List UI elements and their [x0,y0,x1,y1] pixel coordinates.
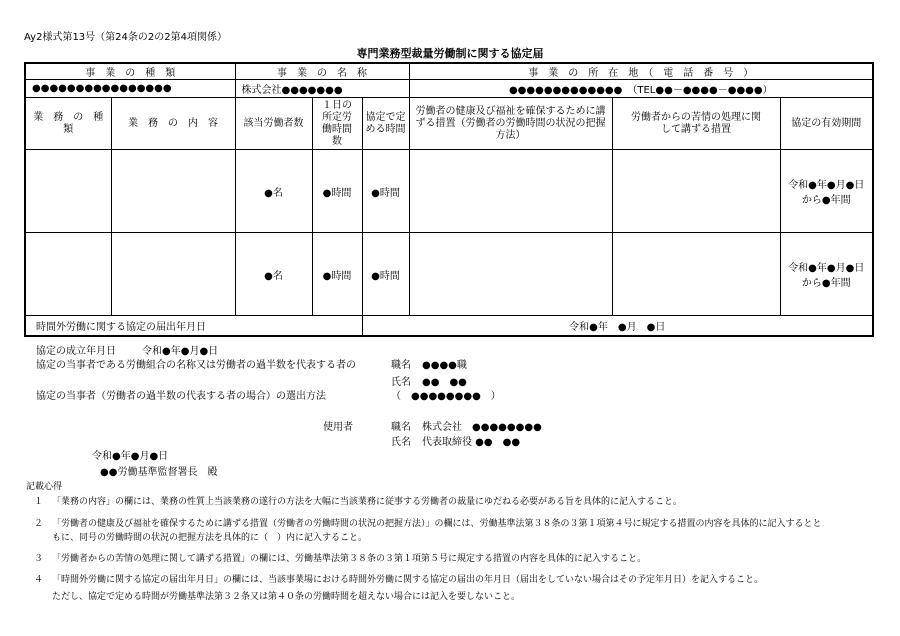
complaint-measures-cell[interactable] [612,150,780,233]
agreement-date-label: 協定の成立年月日 [36,346,116,357]
col-workers: 該当労働者数 [235,98,312,150]
union-name-value[interactable]: ●● ●● [422,377,467,388]
agreed-hours-cell[interactable]: ●時間 [362,150,409,233]
note-text: 「労働者からの苦情の処理に関して講ずる措置」の欄には、労働基準法第３８条の３第１項第５号に規定する措置の内容を具体的に記入すること。 [52,554,647,564]
note-text: もに、同号の労働時間の状況の把握方法を具体的に（ ）内に記入すること。 [52,533,368,543]
recipient: ●●労働基準監督署長 殿 [100,467,218,478]
notes-heading: 記載心得 [26,482,63,492]
col-valid-period: 協定の有効期間 [780,98,873,150]
note-number: １ [34,497,44,507]
employer-title-value[interactable]: 株式会社 ●●●●●●●● [422,422,542,433]
agreed-hours-cell[interactable]: ●時間 [362,233,409,316]
form-id: Ay2様式第13号（第24条の2の2第4項関係） [24,32,227,43]
valid-period-cell[interactable] [780,233,873,316]
agreement-table [24,62,874,337]
workers-cell[interactable]: ●名 [235,233,312,316]
note-text: 「労働者の健康及び福祉を確保するために講ずる措置（労働者の労働時間の状況の把握方法）」の欄には、労働基準法第３８条の３第１項第４号に規定する措置の内容を具体的に記入するとと [52,519,822,529]
overtime-label: 時間外労働に関する協定の届出年月日 [25,316,362,337]
employer-name-value[interactable]: 代表取締役 ●● ●● [422,437,521,448]
valid-period-cell[interactable] [780,150,873,233]
valid-period-start: 令和●年●月●日 [788,180,865,191]
col-hours: １日の所定労働時間数 [312,98,362,150]
election-label: 協定の当事者（労働者の過半数の代表する者の場合）の選出方法 [36,391,326,402]
note-text: 「時間外労働に関する協定の届出年月日」の欄には、当該事業場における時間外労働に関する協定の届出の年月日（届出をしていない場合はその予定年月日）を記入すること。 [52,575,764,585]
employer-title-label: 職名 [391,422,411,433]
health-measures-cell[interactable] [409,233,612,316]
work-content-cell[interactable] [111,233,235,316]
header-business-name: 事 業 の 名 称 [235,63,409,80]
business-name-value[interactable]: 株式会社●●●●●●● [235,80,409,98]
valid-period-length: から●年間 [801,278,851,289]
business-location-value[interactable]: ●●●●●●●●●●●●● （TEL●●－●●●●－●●●●） [409,80,873,98]
union-label: 協定の当事者である労働組合の名称又は労働者の過半数を代表する者の [36,360,356,371]
col-work-content: 業 務 の 内 容 [111,98,235,150]
table-row [25,233,873,316]
work-content-cell[interactable] [111,150,235,233]
valid-period-start: 令和●年●月●日 [788,263,865,274]
col-work-type: 業 務 の 種 類 [25,98,111,150]
overtime-date-value[interactable]: 令和●年 ●月 ●日 [362,316,873,337]
note-number: ３ [34,554,44,564]
note-text: ただし、協定で定める時間が労働基準法第３２条又は第４０条の労働時間を超えない場合には記入を要しないこと。 [52,592,521,602]
note-text: 「業務の内容」の欄には、業務の性質上当該業務の遂行の方法を大幅に当該業務に従事する労働者の裁量にゆだねる必要がある旨を具体的に記入すること。 [52,497,683,507]
col-health-measures: 労働者の健康及び福祉を確保するために講ずる措置（労働者の労働時間の状況の把握方法） [409,98,612,150]
union-name-label: 氏名 [391,377,411,388]
employer-name-label: 氏名 [391,437,411,448]
election-value[interactable]: （ ●●●●●●●● ） [391,391,501,402]
health-measures-cell[interactable] [409,150,612,233]
col-complaint-measures: 労働者からの苦情の処理に関して講ずる措置 [612,98,780,150]
work-type-cell[interactable] [25,233,111,316]
col-agreed-hours: 協定で定める時間 [362,98,409,150]
note-number: ４ [34,575,44,585]
workers-cell[interactable]: ●名 [235,150,312,233]
hours-cell[interactable]: ●時間 [312,233,362,316]
union-title-label: 職名 [391,360,411,371]
hours-cell[interactable]: ●時間 [312,150,362,233]
valid-period-length: から●年間 [801,195,851,206]
submit-date[interactable]: 令和●年●月●日 [92,451,169,462]
document-title: 専門業務型裁量労働制に関する協定届 [356,47,544,60]
table-row [25,150,873,233]
union-title-value[interactable]: ●●●●職 [422,360,467,371]
work-type-cell[interactable] [25,150,111,233]
header-business-type: 事 業 の 種 類 [25,63,235,80]
note-number: ２ [34,519,44,529]
header-business-location: 事 業 の 所 在 地 （ 電 話 番 号 ） [409,63,873,80]
employer-label: 使用者 [323,422,353,433]
complaint-measures-cell[interactable] [612,233,780,316]
agreement-date-value[interactable]: 令和●年●月●日 [142,346,219,357]
business-type-value[interactable]: ●●●●●●●●●●●●●●●● [25,80,235,98]
